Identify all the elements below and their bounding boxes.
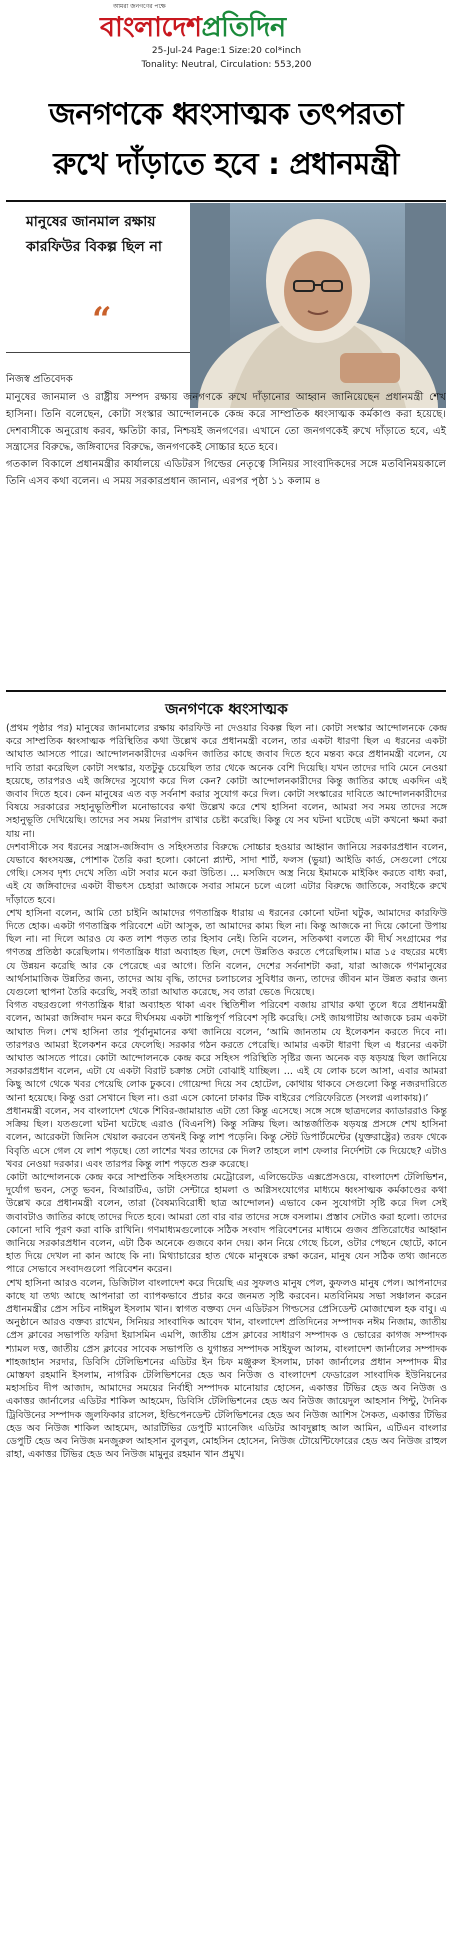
- body-paragraph: বিগত বছরগুলো গণতান্ত্রিক ধারা অব্যাহত থাকা এবং স্থিতিশীল পরিবেশ বজায় রাখার কথা তুলে ধরে প্রধানমন্ত্রী বলেন, আমরা জঙ্গিবাদ দমন করে দীর্ঘসময় একটা শান্তিপূর্ণ পরিবেশ সৃষ্টি করেছি। সেই জায়গাটায় আজকে চরম একটা আঘাত দিল। শেখ হাসিনা তার পূর্বানুমানের কথা জানিয়ে বলেন, ‘আমি জানতাম যে ইলেকশন করতে দিবে না। তারপরও আমরা ইলেকশন করে ফেলেছি। সরকার গঠন করতে পেরেছি। আমার একটা ধারণা ছিল এ ধরনের একটা আঘাত আসতে পারে। কোটা আন্দোলনকে কেন্দ্র করে সহিংস পরিস্থিতি সৃষ্টির জন্য অনেক বড় ষড়যন্ত্র ছিল জানিয়ে সরকারপ্রধান বলেন, এটা যে একটা বিরাট চক্রান্ত সেটা বোঝাই যাচ্ছিল। ... এই যে লোক চলে আসা, এবার আমরা কিছু আগে থেকে খবর পেয়েছি লোক ঢুকবে। গোয়েন্দা দিয়ে সব হোটেল, কোথায় থাকবে সেগুলো কিন্তু নজরদারিতে আনা হয়েছে। কিন্তু ওরা সেখানে ছিল না। ওরা এসে কোনো ঢাকার টিক বাইরের পেরিফেরিতে (সংলগ্ন এলাকায়)।’: [6, 1000, 447, 1104]
- clip-meta-date-size: 25-Jul-24 Page:1 Size:20 col*inch: [151, 46, 302, 56]
- article-intro: [6, 390, 446, 491]
- subheadline: মানুষের জানমাল রক্ষায় কারফিউর বিকল্প ছিল না: [26, 214, 162, 255]
- body-paragraph: প্রধানমন্ত্রী বলেন, সব বাংলাদেশ থেকে শিবির-জামায়াত এটা তো কিন্তু এসেছে। সঙ্গে সঙ্গে ছাত্রদলের ক্যাডাররাও কিন্তু সক্রিয় ছিল। যতগুলো ঘটনা ঘটেছে এরাও (বিএনপি) কিন্তু সক্রিয় ছিল। আন্তর্জাতিক ষড়যন্ত্র প্রসঙ্গে শেখ হাসিনা বলেন, আরেকটা জিনিস খেয়াল করবেন তখনই কিন্তু লাশ পড়েনি। কিন্তু স্টেট ডিপার্টমেন্টের (যুক্তরাষ্ট্রের) তরফ থেকে বিবৃতি এসে গেল যে লাশ পড়ছে। তো লাশের খবর তাদের কে দিল? তাহলে লাশ ফেলার নির্দেশটা কে দিয়েছে? এটাও খবর নেওয়া দরকার। এবং তারপর কিন্তু লাশ পড়তে শুরু করেছে।: [6, 1105, 447, 1170]
- portrait-illustration: [190, 203, 446, 408]
- headline-line-2: রুখে দাঁড়াতে হবে : প্রধানমন্ত্রী: [53, 147, 399, 182]
- headline: [6, 90, 446, 200]
- body-paragraph: শেখ হাসিনা আরও বলেন, ডিজিটাল বাংলাদেশ করে দিয়েছি এর সুফলও মানুষ পেল, কুফলও মানুষ পেল। আপনাদের কাছে যা তথ্য আছে আপনারা তা ব্যাপকভাবে প্রচার করে জনমত সৃষ্টি করবেন। মতবিনিময় সভা সঞ্চালন করেন প্রধানমন্ত্রীর প্রেস সচিব নাঈমুল ইসলাম খান। স্বাগত বক্তব্য দেন এডিটরস গিল্ডসের প্রেসিডেন্ট মোজাম্মেল হক বাবু। এ অনুষ্ঠানে আরও বক্তব্য রাখেন, সিনিয়র সাংবাদিক আবেদ খান, বাংলাদেশ প্রতিদিনের সম্পাদক নঈম নিজাম, জাতীয় প্রেস ক্লাবের সভাপতি ফরিদা ইয়াসমিন এমপি, জাতীয় প্রেস ক্লাবের সাধারণ সম্পাদক ও ভোরের কাগজ সম্পাদক শ্যামল দত্ত, জাতীয় প্রেস ক্লাবের সাবেক সভাপতি ও যুগান্তর সম্পাদক সাইফুল আলম, বাংলাদেশ জার্নালের সম্পাদক শাহজাহান সরদার, ডিবিসি টেলিভিশনের এডিটর ইন চিফ মঞ্জুরুল ইসলাম, ঢাকা জার্নালের প্রধান সম্পাদক মীর মোস্তফা রহমানি ইসলাম, নাগরিক টেলিভিশনের হেড অব নিউজ ও বাংলাদেশ ফেডারেল সাংবাদিক ইউনিয়নের মহাসচিব দীপ আজাদ, আমাদের সময়ের নির্বাহী সম্পাদক মানোয়ার হোসেন, একাত্তর টিভির হেড অব নিউজ ও একাত্তর জার্নালের এডিটর শাকিল আহমেদ, ডিবিসি টেলিভিশনের হেড অব নিউজ জায়েদুল আহসান পিন্টু, দৈনিক ট্রিবিউনের সম্পাদক জুলফিকার রাসেল, ইন্ডিপেনডেন্ট টেলিভিশনের হেড অব নিউজ আশিস সৈকত, একাত্তর টিভির হেড অব নিউজ শাকিল আহমেদ, আরটিভির ডেপুটি ম্যানেজিং এডিটর আবদুল্লাহ আল আমিন, এটিএন বাংলার ডেপুটি হেড অব নিউজ মনজুরুল আহসান বুলবুল, মোহসিন হোসেন, নিউজ টোয়েন্টিফোরের হেড অব নিউজ রাহুল রাহা, একাত্তর টিভির হেড অব নিউজ মামুনুর রহমান খান প্রমুখ।: [6, 1277, 447, 1461]
- headline-line-1: জনগণকে ধ্বংসাত্মক তৎপরতা: [48, 97, 404, 132]
- logo-part-bangladesh: বাংলাদেশ: [100, 12, 202, 43]
- body-paragraph: দেশবাসীকে সব ধরনের সন্ত্রাস-জঙ্গিবাদ ও সহিংসতার বিরুদ্ধে সোচ্চার হওয়ার আহ্বান জানিয়ে সরকারপ্রধান বলেন, যেভাবে ধ্বংসযজ্ঞ, পোশাক তৈরি করা হলো। কোনো প্ল্যান্ট, সাদা শার্ট, ফলস (ভুয়া) আইডি কার্ড, সেগুলো পেয়ে গেছি। সেসব দৃশ্য দেখে সত্যি এটা সবার মনে করা উচিত। ... মসজিদে অস্ত্র নিয়ে ইমামকে মাইকিং করতে বাধ্য করা, এই যে জঙ্গিবাদের একটা বীভৎস চেহারা আজকে সবার সামনে চলে এলো এটার বিরুদ্ধে জাতিকে, সবাইকে রুখে দাঁড়াতে হবে।: [6, 841, 447, 906]
- byline-divider: [6, 352, 206, 353]
- clip-meta-tonality-circulation: Tonality: Neutral, Circulation: 553,200: [141, 60, 312, 70]
- continuation-title: জনগণকে ধ্বংসাত্মক: [165, 700, 288, 718]
- masthead-tagline: আমরা জনগণের পক্ষে: [113, 3, 166, 10]
- body-paragraph: শেখ হাসিনা বলেন, আমি তো চাইনি আমাদের গণতান্ত্রিক ধারায় এ ধরনের কোনো ঘটনা ঘটুক, আমাদের কারফিউ দিতে হোক। একটা গণতান্ত্রিক পরিবেশে এটা আসুক, তা আমাদের কাম্য ছিল না। কিন্তু আজকে না দিয়ে কোনো উপায় ছিল না। না দিলে আরও যে কত লাশ পড়ত তার হিসাব নেই। তিনি বলেন, সতিকথা বলতে কী দীর্ঘ সংগ্রামের পর গণতন্ত্র প্রতিষ্ঠা করেছিলাম। গণতান্ত্রিক ধারা অব্যাহত ছিল, দেশে উন্নতিও করতে পেরেছিলাম। মাত্র ১৫ বছরের মধ্যে যে উন্নয়ন করেছি আর কে পেরেছে এর আগে। তিনি বলেন, দেশের সর্বনাশটা করা, যারা আজকে গণমানুষের আর্থসামাজিক উন্নতির জন্য, তাদের আয় বৃদ্ধি, তাদের চলাচলের সুবিধার জন্য, তাদের জীবন মান উন্নত করার জন্য যেগুলো স্থাপনা তৈরি করেছি, সবই তারা আঘাত করেছে, সব তারা ভেঙে দিয়েছে।: [6, 907, 447, 999]
- article-continuation: [6, 722, 447, 1461]
- intro-paragraph: গতকাল বিকালে প্রধানমন্ত্রীর কার্যালয়ে এডিটরস গিল্ডের নেতৃত্বে সিনিয়র সাংবাদিকদের সঙ্গে মতবিনিময়কালে তিনি এসব কথা বলেন। এ সময় সরকারপ্রধান জানান, এরপর পৃষ্ঠা ১১ কলাম ৪: [6, 459, 446, 487]
- quote-mark-icon: “: [92, 300, 112, 340]
- body-paragraph: (প্রথম পৃষ্ঠার পর) মানুষের জানমালের রক্ষায় কারফিউ না দেওয়ার বিকল্প ছিল না। কোটা সংস্কার আন্দোলনকে কেন্দ্র করে সাম্প্রতিক ধ্বংসাত্মক পরিস্থিতির কথা উল্লেখ করে প্রধানমন্ত্রী বলেন, তার একটা ধারণা ছিল এ ধরনের একটা আঘাত আসতে পারে। আন্দোলনকারীদের একদিন জাতির কাছে জবাব দিতে হবে মন্তব্য করে প্রধানমন্ত্রী বলেন, যে দাবি তারা করেছিল কোটা সংস্কার, যতটুকু চেয়েছিল তার থেকে অনেক বেশি দিয়েছি। যখন তাদের দাবি মেনে নেওয়া হয়েছে, তারপরও এই জঙ্গিদের সুযোগ করে দিল কেন? কোটা আন্দোলনকারীদের কিন্তু জাতির কাছে একদিন এই জবাব দিতে হবে। কেন মানুষের এত বড় সর্বনাশ করার সুযোগ করে দিল। কোটা সংস্কারের দাবিতে আন্দোলনকারীদের বিষয়ে সরকারের সহানুভূতিশীল মনোভাবের কথা উল্লেখ করে শেখ হাসিনা বলেন, আমরা সব সময় তাদের সঙ্গে সহানুভূতি দেখিয়েছি। তাদের সব সময় নিরাপদ রাখার চেষ্টা করেছি। কিন্তু যে সব ঘটনা ঘটেছে এটা কখনো ক্ষমা করা যায় না।: [6, 723, 447, 840]
- logo-part-protidin: প্রতিদিন: [201, 12, 286, 43]
- intro-paragraph: মানুষের জানমাল ও রাষ্ট্রীয় সম্পদ রক্ষায় জনগণকে রুখে দাঁড়ানোর আহ্বান জানিয়েছেন প্রধানমন্ত্রী শেখ হাসিনা। তিনি বলেছেন, কোটা সংস্কার আন্দোলনকে কেন্দ্র করে সাম্প্রতিক ধ্বংসাত্মক কর্মকাণ্ড করা হয়েছে। দেশবাসীকে অনুরোধ করব, ক্ষতিটা কার, নিশ্চয়ই জনগণের। এখানে তো জনগণকেই রুখে দাঁড়াতে হবে, এই সন্ত্রাসের বিরুদ্ধে, জঙ্গিবাদের বিরুদ্ধে, জনগণকেই সোচ্চার হতে হবে।: [6, 392, 446, 454]
- body-paragraph: কোটা আন্দোলনকে কেন্দ্র করে সাম্প্রতিক সহিংসতায় মেট্রোরেল, এলিভেটেড এক্সপ্রেসওয়ে, বাংলাদেশ টেলিভিশন, দুর্যোগ ভবন, সেতু ভবন, বিআরটিএ, ডাটা সেন্টারে হামলা ও অগ্নিসংযোগের মাধ্যমে ধ্বংসাত্মক কর্মকাণ্ডের কথা উল্লেখ করে প্রধানমন্ত্রী বলেন, তারা (বৈষম্যবিরোধী ছাত্র আন্দোলন) এভাবে কেন সুযোগটা সৃষ্টি করে দিল সেই জবাবটাও জাতির কাছে তাদের দিতে হবে। আমরা তো বার বার তাদের সঙ্গে বসলাম। প্রস্তাব সেটাও করা হলো। তাদের কোনো দাবি পূরণ করা বাকি রাখিনি। গণমাধ্যমগুলোকে সঠিক সংবাদ পরিবেশনের মাধ্যমে গুজব প্রতিরোধের আহ্বান জানিয়ে সরকারপ্রধান বলেন, এটা ঠিক অনেকে গুজবে কান দেয়। কান নিয়ে গেছে চিলে, ওটার পেছনে ছোটে, কানে হাত দিয়ে দেখল না কান আছে কি না। মিথ্যাচারের হাত থেকে মানুষকে রক্ষা করেন, মানুষ যেন সঠিক তথ্য জানতে পারে সেভাবে সংবাদগুলো পরিবেশন করেন।: [6, 1171, 447, 1276]
- section-rule: [6, 690, 446, 692]
- masthead: [0, 0, 453, 88]
- prime-minister-photo: [190, 203, 446, 408]
- headline-rule: [6, 200, 446, 202]
- byline: নিজস্ব প্রতিবেদক: [6, 374, 73, 385]
